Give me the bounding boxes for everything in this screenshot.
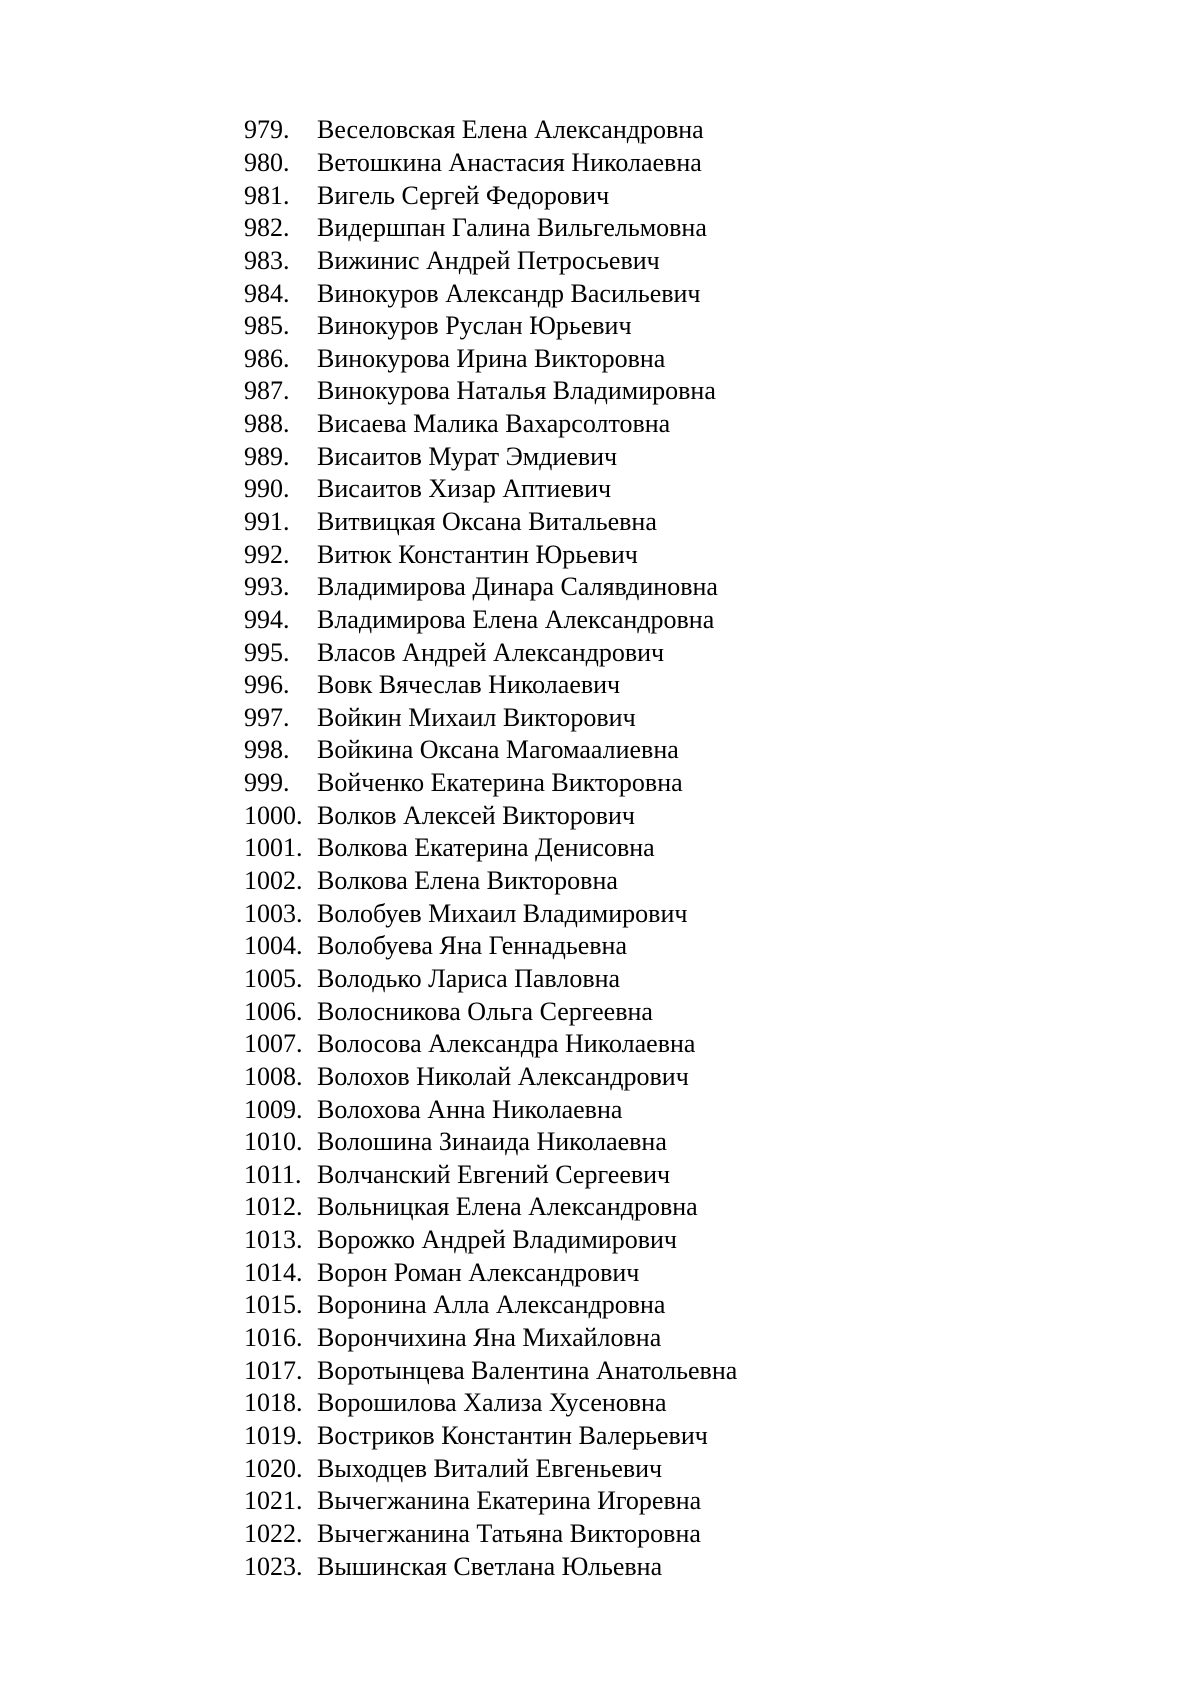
entry-name: Ветошкина Анастасия Николаевна [317,147,702,177]
list-item [244,277,737,310]
entry-number: 1022. [244,1518,303,1548]
list-item [244,1452,737,1485]
entry-name: Витюк Константин Юрьевич [317,539,638,569]
list-item [244,1550,737,1583]
entry-number: 1007. [244,1029,303,1059]
list-item [244,1289,737,1322]
entry-name: Волосникова Ольга Сергеевна [317,996,653,1026]
entry-name: Воронина Алла Александровна [317,1290,666,1320]
entry-number: 1001. [244,833,303,863]
entry-number: 984. [244,278,290,308]
entry-name: Висаитов Мурат Эмдиевич [317,441,618,471]
list-item [244,604,737,637]
entry-number: 999. [244,768,290,798]
entry-name: Воротынцева Валентина Анатольевна [317,1355,738,1385]
entry-name: Вычегжанина Екатерина Игоревна [317,1486,702,1516]
list-item [244,1420,737,1453]
entry-number: 1002. [244,866,303,896]
entry-number: 996. [244,670,290,700]
entry-name: Витвицкая Оксана Витальевна [317,507,657,536]
entry-name: Выходцев Виталий Евгеньевич [317,1453,663,1483]
entry-name: Вижинис Андрей Петросьевич [317,245,660,275]
list-item [244,506,737,539]
entry-number: 982. [244,213,290,243]
entry-name: Волобуев Михаил Владимирович [317,898,688,928]
entry-number: 1009. [244,1094,303,1124]
entry-name: Власов Андрей Александрович [317,637,665,667]
list-item [244,865,737,898]
list-item [244,375,737,408]
entry-name: Висаева Малика Вахарсолтовна [317,409,671,439]
entry-number: 986. [244,343,290,373]
entry-number: 1008. [244,1061,303,1091]
list-item [244,473,737,506]
list-item [244,1093,737,1126]
list-item [244,1126,737,1159]
entry-number: 1017. [244,1355,303,1385]
entry-number: 1015. [244,1290,303,1320]
name-list [244,114,737,1583]
entry-name: Владимирова Динара Салявдиновна [317,572,718,602]
entry-number: 993. [244,572,290,602]
entry-name: Винокуров Александр Васильевич [317,278,701,308]
entry-number: 989. [244,441,290,471]
entry-name: Волкова Елена Викторовна [317,866,618,896]
list-item [244,310,737,343]
list-item [244,734,737,767]
entry-name: Вышинская Светлана Юльевна [317,1551,663,1581]
entry-number: 1021. [244,1486,303,1516]
entry-number: 1004. [244,931,303,961]
entry-name: Ворожко Андрей Владимирович [317,1225,677,1255]
entry-number: 983. [244,245,290,275]
entry-name: Володько Лариса Павловна [317,963,621,993]
entry-number: 1016. [244,1323,303,1353]
entry-number: 994. [244,604,290,634]
entry-name: Волосова Александра Николаевна [317,1029,696,1059]
list-item [244,1354,737,1387]
list-item [244,114,737,147]
entry-number: 1006. [244,996,303,1026]
entry-name: Волохов Николай Александрович [317,1061,689,1091]
list-item [244,342,737,375]
entry-number: 995. [244,637,290,667]
list-item [244,212,737,245]
list-item [244,767,737,800]
list-item [244,571,737,604]
list-item [244,1159,737,1192]
entry-name: Волобуева Яна Геннадьевна [317,931,627,961]
list-item [244,245,737,278]
entry-name: Вольницкая Елена Александровна [317,1192,698,1222]
entry-number: 990. [244,474,290,504]
entry-name: Ворончихина Яна Михайловна [317,1323,662,1353]
entry-number: 997. [244,702,290,732]
list-item [244,1256,737,1289]
entry-number: 1018. [244,1388,303,1418]
list-item [244,702,737,735]
entry-number: 988. [244,409,290,439]
entry-number: 981. [244,180,290,210]
entry-number: 1023. [244,1551,303,1581]
list-item [244,636,737,669]
list-item [244,179,737,212]
list-item [244,995,737,1028]
list-item [244,832,737,865]
entry-name: Висаитов Хизар Аптиевич [317,474,612,504]
list-item [244,1224,737,1257]
entry-name: Востриков Константин Валерьевич [317,1420,708,1450]
entry-number: 1019. [244,1420,303,1450]
list-item [244,930,737,963]
entry-number: 1014. [244,1257,303,1287]
entry-number: 1005. [244,963,303,993]
entry-name: Волчанский Евгений Сергеевич [317,1159,671,1189]
list-item [244,1322,737,1355]
entry-number: 1010. [244,1127,303,1157]
entry-number: 1003. [244,898,303,928]
entry-number: 998. [244,735,290,765]
entry-name: Вычегжанина Татьяна Викторовна [317,1518,701,1548]
entry-number: 987. [244,376,290,406]
entry-name: Владимирова Елена Александровна [317,604,715,634]
entry-name: Ворон Роман Александрович [317,1257,640,1287]
entry-name: Веселовская Елена Александровна [317,115,704,145]
list-item [244,897,737,930]
list-item [244,799,737,832]
entry-name: Войченко Екатерина Викторовна [317,768,683,798]
entry-number: 1020. [244,1453,303,1483]
entry-name: Винокурова Ирина Викторовна [317,343,666,373]
entry-name: Видершпан Галина Вильгельмовна [317,213,707,243]
list-item [244,1191,737,1224]
list-item [244,1485,737,1518]
entry-number: 991. [244,507,290,536]
entry-name: Волкова Екатерина Денисовна [317,833,655,863]
list-item [244,147,737,180]
entry-number: 985. [244,311,290,341]
list-item [244,538,737,571]
entry-name: Волошина Зинаида Николаевна [317,1127,667,1157]
entry-name: Вовк Вячеслав Николаевич [317,670,621,700]
list-item [244,1028,737,1061]
entry-name: Винокуров Руслан Юрьевич [317,311,632,341]
entry-number: 992. [244,539,290,569]
list-item [244,1387,737,1420]
entry-name: Войкина Оксана Магомаалиевна [317,735,679,765]
entry-number: 1012. [244,1192,303,1222]
list-item [244,408,737,441]
entry-name: Винокурова Наталья Владимировна [317,376,716,406]
entry-number: 1013. [244,1225,303,1255]
list-item [244,963,737,996]
entry-name: Войкин Михаил Викторович [317,702,636,732]
entry-name: Волков Алексей Викторович [317,800,635,830]
entry-number: 980. [244,147,290,177]
entry-name: Вигель Сергей Федорович [317,180,610,210]
list-item [244,440,737,473]
list-item [244,669,737,702]
entry-name: Ворошилова Хализа Хусеновна [317,1388,667,1418]
entry-name: Волохова Анна Николаевна [317,1094,623,1124]
list-item [244,1518,737,1551]
entry-number: 979. [244,115,290,145]
entry-number: 1011. [244,1159,302,1189]
entry-number: 1000. [244,800,303,830]
list-item [244,1061,737,1094]
